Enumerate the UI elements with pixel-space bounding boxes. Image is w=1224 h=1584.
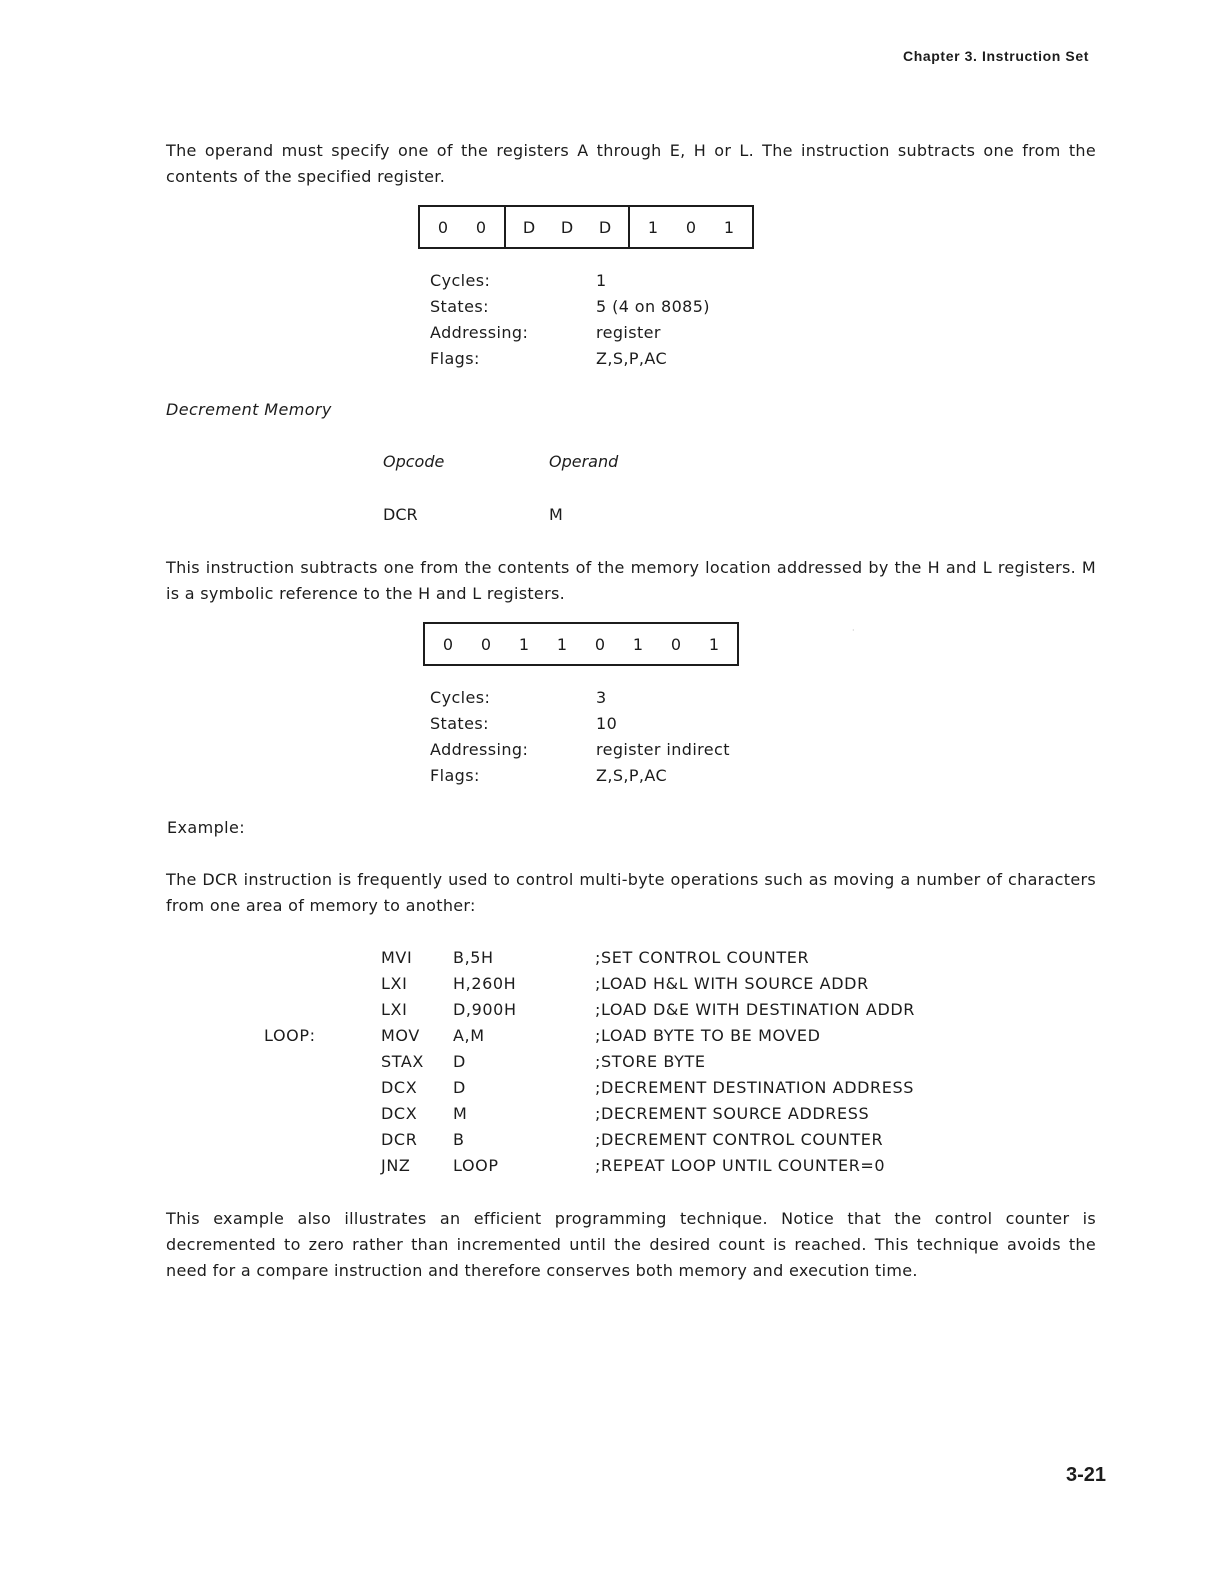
code-listing xyxy=(264,945,915,1179)
code-label xyxy=(264,997,381,1023)
bit-cell: 0 xyxy=(670,634,682,654)
code-line xyxy=(264,1049,915,1075)
property-value: register xyxy=(596,323,661,342)
code-line xyxy=(264,1023,915,1049)
bit-cell: 1 xyxy=(556,634,568,654)
code-operand: D xyxy=(453,1052,466,1071)
bit-cell: D xyxy=(560,217,574,237)
code-operand: H,260H xyxy=(453,974,517,993)
code-comment: ;REPEAT LOOP UNTIL COUNTER=0 xyxy=(595,1156,886,1175)
property-row xyxy=(430,346,710,372)
code-opcode: LXI xyxy=(381,974,408,993)
bit-cell: 1 xyxy=(632,634,644,654)
memory-description xyxy=(166,555,1096,607)
code-label: LOOP: xyxy=(264,1026,316,1045)
code-opcode: JNZ xyxy=(381,1156,411,1175)
page-number: 3-21 xyxy=(1065,1464,1106,1486)
code-label xyxy=(264,1049,381,1075)
dcr-memory-properties xyxy=(430,685,730,789)
property-key: Cycles: xyxy=(430,271,491,290)
code-operand: M xyxy=(453,1104,468,1123)
code-opcode: MOV xyxy=(381,1026,420,1045)
code-label xyxy=(264,971,381,997)
code-comment: ;SET CONTROL COUNTER xyxy=(595,948,810,967)
bit-cell: 1 xyxy=(708,634,720,654)
bit-cell: 0 xyxy=(594,634,606,654)
dcr-register-properties xyxy=(430,268,710,372)
dcr-memory-bit-encoding xyxy=(423,622,739,666)
opcode-value: DCR xyxy=(383,505,418,524)
bit-cell: 1 xyxy=(723,217,735,237)
property-row xyxy=(430,711,730,737)
intro-text: The operand must specify one of the registers A through E, H or L. The instruction subtracts one from the contents of the specified register. xyxy=(166,141,1096,186)
bit-group xyxy=(425,624,737,664)
property-row xyxy=(430,685,730,711)
example-description-text: The DCR instruction is frequently used to control multi-byte operations such as moving a number of characters from one area of memory to another: xyxy=(166,870,1096,915)
opcode-header: Opcode xyxy=(383,452,445,471)
code-label xyxy=(264,1153,381,1179)
code-opcode: DCX xyxy=(381,1104,418,1123)
property-row xyxy=(430,737,730,763)
code-label xyxy=(264,1101,381,1127)
scan-speck: · xyxy=(852,626,855,635)
decrement-memory-title: Decrement Memory xyxy=(166,400,332,419)
code-line xyxy=(264,945,915,971)
property-key: Addressing: xyxy=(430,740,529,759)
code-line xyxy=(264,997,915,1023)
bit-group xyxy=(420,207,504,247)
property-value: Z,S,P,AC xyxy=(596,766,668,785)
bit-cell: 0 xyxy=(685,217,697,237)
property-value: Z,S,P,AC xyxy=(596,349,668,368)
operand-value: M xyxy=(549,505,563,524)
code-line xyxy=(264,1127,915,1153)
bit-group xyxy=(504,207,628,247)
property-value: register indirect xyxy=(596,740,730,759)
code-line xyxy=(264,971,915,997)
code-operand: LOOP xyxy=(453,1156,499,1175)
intro-paragraph xyxy=(166,138,1096,190)
code-operand: A,M xyxy=(453,1026,485,1045)
bit-group xyxy=(628,207,752,247)
memory-description-text: This instruction subtracts one from the contents of the memory location addressed by the H and L registers. M is a symbolic reference to the H and L registers. xyxy=(166,558,1096,603)
code-label xyxy=(264,1127,381,1153)
code-label xyxy=(264,1075,381,1101)
dcr-register-bit-encoding xyxy=(418,205,754,249)
code-comment: ;STORE BYTE xyxy=(595,1052,706,1071)
code-comment: ;LOAD D&E WITH DESTINATION ADDR xyxy=(595,1000,916,1019)
bit-cell: D xyxy=(598,217,612,237)
property-row xyxy=(430,763,730,789)
code-operand: B,5H xyxy=(453,948,494,967)
property-row xyxy=(430,268,710,294)
closing-text: This example also illustrates an efficient programming technique. Notice that the control counter is decremented to zero rather than incremented until the desired count is reached. This technique avoids the need for a compare instruction and therefore conserves both memory and execution time. xyxy=(166,1209,1096,1280)
property-row xyxy=(430,320,710,346)
code-label xyxy=(264,945,381,971)
code-opcode: STAX xyxy=(381,1052,424,1071)
code-comment: ;LOAD H&L WITH SOURCE ADDR xyxy=(595,974,869,993)
property-key: Flags: xyxy=(430,349,480,368)
bit-cell: 0 xyxy=(437,217,449,237)
bit-cell: 1 xyxy=(518,634,530,654)
operand-header: Operand xyxy=(549,452,619,471)
code-line xyxy=(264,1075,915,1101)
property-key: Cycles: xyxy=(430,688,491,707)
bit-cell: 1 xyxy=(647,217,659,237)
code-operand: D xyxy=(453,1078,466,1097)
property-key: States: xyxy=(430,714,489,733)
code-operand: B xyxy=(453,1130,465,1149)
code-line xyxy=(264,1153,915,1179)
code-opcode: DCR xyxy=(381,1130,418,1149)
code-comment: ;DECREMENT CONTROL COUNTER xyxy=(595,1130,884,1149)
code-opcode: LXI xyxy=(381,1000,408,1019)
code-line xyxy=(264,1101,915,1127)
bit-cell: 0 xyxy=(480,634,492,654)
code-comment: ;LOAD BYTE TO BE MOVED xyxy=(595,1026,821,1045)
property-key: Flags: xyxy=(430,766,480,785)
code-comment: ;DECREMENT SOURCE ADDRESS xyxy=(595,1104,870,1123)
code-comment: ;DECREMENT DESTINATION ADDRESS xyxy=(595,1078,914,1097)
code-operand: D,900H xyxy=(453,1000,517,1019)
property-value: 1 xyxy=(596,271,607,290)
property-key: Addressing: xyxy=(430,323,529,342)
bit-cell: D xyxy=(522,217,536,237)
closing-paragraph xyxy=(166,1206,1096,1284)
example-label: Example: xyxy=(167,818,246,837)
code-opcode: MVI xyxy=(381,948,413,967)
property-value: 10 xyxy=(596,714,618,733)
page-header: Chapter 3. Instruction Set xyxy=(903,48,1089,64)
property-value: 3 xyxy=(596,688,607,707)
property-row xyxy=(430,294,710,320)
bit-cell: 0 xyxy=(442,634,454,654)
property-key: States: xyxy=(430,297,489,316)
code-opcode: DCX xyxy=(381,1078,418,1097)
bit-cell: 0 xyxy=(475,217,487,237)
property-value: 5 (4 on 8085) xyxy=(596,297,710,316)
example-description xyxy=(166,867,1096,919)
